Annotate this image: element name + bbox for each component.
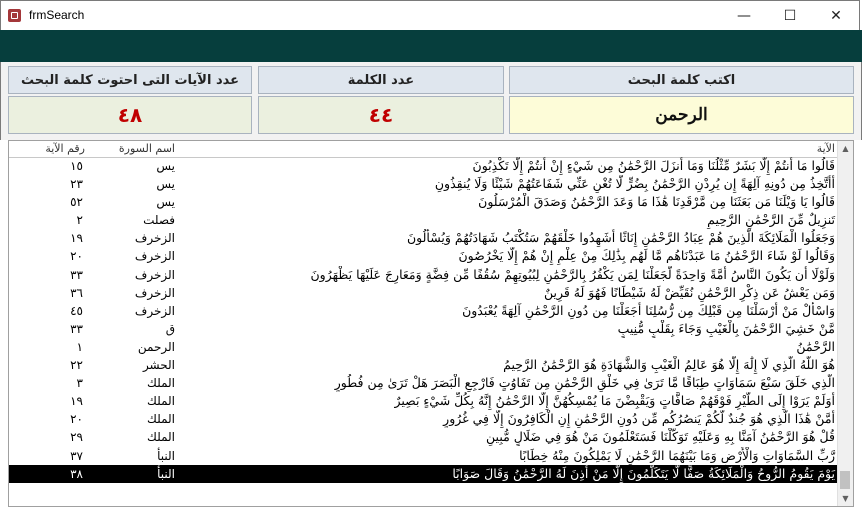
table-row[interactable] bbox=[9, 428, 839, 446]
verse-number-cell[interactable]: ٣٣ bbox=[70, 267, 83, 282]
verse-text-cell[interactable]: قُلْ هُوَ الرَّحْمَٰنُ آمَنَّا بِهِ وَعَلَيْهِ تَوَكَّلْنَا فَسَتَعْلَمُونَ مَنْ هُوَ فِي ضَلَالٍ مُّبِينٍ bbox=[486, 429, 835, 445]
verse-text-cell[interactable]: تَنزِيلٌ مِّنَ الرَّحْمَٰنِ الرَّحِيمِ bbox=[707, 212, 835, 228]
sura-name-cell[interactable]: النبأ bbox=[157, 448, 175, 463]
sura-name-cell[interactable]: فصلت bbox=[143, 213, 175, 228]
verse-number-cell[interactable]: ٣٨ bbox=[70, 466, 83, 481]
sura-name-cell[interactable]: الملك bbox=[146, 376, 175, 391]
title-bar bbox=[0, 0, 860, 30]
verse-number-cell[interactable]: ١ bbox=[76, 339, 83, 354]
verse-number-cell[interactable]: ٢ bbox=[76, 213, 83, 228]
table-row[interactable] bbox=[9, 465, 839, 483]
verse-number-cell[interactable]: ٣٦ bbox=[70, 285, 83, 300]
sura-name-cell[interactable]: الرحمن bbox=[137, 339, 175, 354]
results-grid bbox=[8, 140, 854, 507]
sura-name-cell[interactable]: الملك bbox=[146, 394, 175, 409]
verse-text-cell[interactable]: أَأَتَّخِذُ مِن دُونِهِ آلِهَةً إِن يُرِدْنِ الرَّحْمَٰنُ بِضُرٍّ لَّا تُغْنِ عَنِّي شَفَاعَتُهُمْ شَيْئًا وَلَا يُنقِذُونِ bbox=[434, 176, 835, 192]
verse-number-cell[interactable]: ٢٣ bbox=[70, 177, 83, 192]
search-word-label: اكتب كلمة البحث bbox=[509, 66, 854, 94]
verse-text-cell[interactable]: قَالُوا يَا وَيْلَنَا مَن بَعَثَنَا مِن مَّرْقَدِنَا هَٰذَا مَا وَعَدَ الرَّحْمَٰنُ وَصَدَقَ الْمُرْسَلُونَ bbox=[478, 194, 835, 210]
table-row[interactable] bbox=[9, 193, 839, 211]
sura-name-cell[interactable]: يس bbox=[156, 159, 175, 173]
sura-name-cell[interactable]: الزخرف bbox=[134, 267, 175, 282]
verse-text-cell[interactable]: أَمَّنْ هَٰذَا الَّذِي هُوَ جُندٌ لَّكُمْ يَنصُرُكُم مِّن دُونِ الرَّحْمَٰنِ إِنِ الْكَافِرُونَ إِلَّا فِي غُرُورٍ bbox=[443, 411, 835, 427]
table-row[interactable] bbox=[9, 338, 839, 356]
verse-text-cell[interactable]: يَوْمَ يَقُومُ الرُّوحُ وَالْمَلَائِكَةُ صَفًّا لَّا يَتَكَلَّمُونَ إِلَّا مَنْ أَذِنَ لَهُ الرَّحْمَٰنُ وَقَالَ صَوَابًا bbox=[452, 465, 835, 481]
sura-name-cell[interactable]: الملك bbox=[146, 430, 175, 445]
sura-name-cell[interactable]: يس bbox=[156, 195, 175, 210]
verse-text-cell[interactable]: قَالُوا مَا أَنتُمْ إِلَّا بَشَرٌ مِّثْلُنَا وَمَا أَنزَلَ الرَّحْمَٰنُ مِن شَيْءٍ إِنْ أَنتُمْ إِلَّا تَكْذِبُونَ bbox=[472, 158, 835, 173]
verse-number-cell[interactable]: ١٩ bbox=[70, 231, 83, 246]
scrollbar-thumb[interactable] bbox=[840, 471, 850, 489]
verse-number-cell[interactable]: ١٥ bbox=[70, 159, 83, 173]
verse-count-label: عدد الآيات التى احتوت كلمة البحث bbox=[8, 66, 252, 94]
table-row[interactable] bbox=[9, 320, 839, 338]
verse-count-value: ٤٨ bbox=[8, 96, 252, 134]
table-row[interactable] bbox=[9, 447, 839, 465]
sura-name-cell[interactable]: النبأ bbox=[157, 466, 175, 481]
scroll-up-arrow-icon[interactable]: ▲ bbox=[842, 144, 849, 153]
minimize-button[interactable]: — bbox=[737, 8, 751, 24]
column-header-sura-name[interactable]: اسم السورة bbox=[118, 142, 175, 155]
sura-name-cell[interactable]: يس bbox=[156, 177, 175, 192]
form-header-band bbox=[0, 30, 862, 62]
table-row[interactable] bbox=[9, 175, 839, 193]
scroll-down-arrow-icon[interactable]: ▼ bbox=[842, 494, 849, 503]
table-row[interactable] bbox=[9, 374, 839, 392]
column-header-verse-text[interactable]: الآية bbox=[816, 142, 835, 155]
access-app-icon bbox=[8, 9, 21, 22]
table-row[interactable] bbox=[9, 157, 839, 175]
maximize-button[interactable]: ☐ bbox=[783, 8, 797, 24]
sura-name-cell[interactable]: الزخرف bbox=[134, 303, 175, 318]
verse-number-cell[interactable]: ٤٥ bbox=[70, 303, 83, 318]
sura-name-cell[interactable]: الزخرف bbox=[134, 249, 175, 264]
verse-text-cell[interactable]: الرَّحْمَٰنُ bbox=[796, 338, 835, 354]
table-row[interactable] bbox=[9, 211, 839, 229]
verse-number-cell[interactable]: ٢٩ bbox=[70, 430, 83, 445]
table-row[interactable] bbox=[9, 302, 839, 320]
table-row[interactable] bbox=[9, 247, 839, 265]
verse-number-cell[interactable]: ٢٠ bbox=[70, 249, 83, 264]
verse-text-cell[interactable]: أَوَلَمْ يَرَوْا إِلَى الطَّيْرِ فَوْقَهُمْ صَافَّاتٍ وَيَقْبِضْنَ مَا يُمْسِكُهُنَّ إِلَّا الرَّحْمَٰنُ إِنَّهُ بِكُلِّ شَيْءٍ بَصِيرٌ bbox=[394, 393, 835, 409]
sura-name-cell[interactable]: الحشر bbox=[142, 358, 175, 373]
close-button[interactable]: ✕ bbox=[830, 8, 842, 24]
sura-name-cell[interactable]: الزخرف bbox=[134, 285, 175, 300]
verse-text-cell[interactable]: وَاسْأَلْ مَنْ أَرْسَلْنَا مِن قَبْلِكَ مِن رُّسُلِنَا أَجَعَلْنَا مِن دُونِ الرَّحْمَٰنِ آلِهَةً يُعْبَدُونَ bbox=[462, 302, 835, 318]
table-row[interactable] bbox=[9, 410, 839, 428]
table-row[interactable] bbox=[9, 284, 839, 302]
table-row[interactable] bbox=[9, 356, 839, 374]
table-row[interactable] bbox=[9, 392, 839, 410]
sura-name-cell[interactable]: ق bbox=[165, 321, 175, 336]
word-count-label: عدد الكلمة bbox=[258, 66, 504, 94]
sura-name-cell[interactable]: الملك bbox=[146, 412, 175, 427]
search-input[interactable]: الرحمن bbox=[509, 96, 854, 134]
verse-number-cell[interactable]: ٣٧ bbox=[70, 448, 83, 463]
verse-text-cell[interactable]: وَمَن يَعْشُ عَن ذِكْرِ الرَّحْمَٰنِ نُقَيِّضْ لَهُ شَيْطَانًا فَهُوَ لَهُ قَرِينٌ bbox=[543, 284, 835, 300]
sura-name-cell[interactable]: الزخرف bbox=[134, 231, 175, 246]
verse-text-cell[interactable]: مَّنْ خَشِيَ الرَّحْمَٰنَ بِالْغَيْبِ وَجَاءَ بِقَلْبٍ مُّنِيبٍ bbox=[617, 320, 835, 336]
table-row[interactable] bbox=[9, 229, 839, 247]
window-title: frmSearch bbox=[29, 8, 85, 22]
grid-rows bbox=[9, 157, 839, 483]
grid-header bbox=[9, 141, 839, 158]
verse-text-cell[interactable]: رَّبِّ السَّمَاوَاتِ وَالْأَرْضِ وَمَا بَيْنَهُمَا الرَّحْمَٰنِ لَا يَمْلِكُونَ مِنْهُ خِطَابًا bbox=[519, 447, 835, 463]
verse-number-cell[interactable]: ٢٢ bbox=[70, 358, 83, 373]
verse-number-cell[interactable]: ٣٣ bbox=[70, 321, 83, 336]
verse-text-cell[interactable]: الَّذِي خَلَقَ سَبْعَ سَمَاوَاتٍ طِبَاقًا مَّا تَرَىٰ فِي خَلْقِ الرَّحْمَٰنِ مِن تَفَاوُتٍ فَارْجِعِ الْبَصَرَ هَلْ تَرَىٰ مِن فُطُورٍ bbox=[334, 375, 835, 391]
verse-text-cell[interactable]: وَلَوْلَا أَن يَكُونَ النَّاسُ أُمَّةً وَاحِدَةً لَّجَعَلْنَا لِمَن يَكْفُرُ بِالرَّحْمَٰنِ لِبُيُوتِهِمْ سُقُفًا مِّن فِضَّةٍ وَمَعَارِجَ عَلَيْهَا يَظْهَرُونَ bbox=[310, 266, 835, 282]
vertical-scrollbar[interactable] bbox=[837, 141, 853, 506]
verse-number-cell[interactable]: ١٩ bbox=[70, 394, 83, 409]
verse-number-cell[interactable]: ٣ bbox=[76, 376, 83, 391]
verse-number-cell[interactable]: ٢٠ bbox=[70, 412, 83, 427]
column-header-verse-number[interactable]: رقم الآية bbox=[45, 142, 85, 155]
table-row[interactable] bbox=[9, 266, 839, 284]
verse-text-cell[interactable]: وَقَالُوا لَوْ شَاءَ الرَّحْمَٰنُ مَا عَبَدْنَاهُم مَّا لَهُم بِذَٰلِكَ مِنْ عِلْمٍ إِنْ هُمْ إِلَّا يَخْرُصُونَ bbox=[458, 248, 835, 264]
verse-text-cell[interactable]: وَجَعَلُوا الْمَلَائِكَةَ الَّذِينَ هُمْ عِبَادُ الرَّحْمَٰنِ إِنَاثًا أَشَهِدُوا خَلْقَهُمْ سَتُكْتَبُ شَهَادَتُهُمْ وَيُسْأَلُونَ bbox=[406, 230, 835, 246]
verse-number-cell[interactable]: ٥٢ bbox=[70, 195, 83, 210]
word-count-value: ٤٤ bbox=[258, 96, 504, 134]
verse-text-cell[interactable]: هُوَ اللَّهُ الَّذِي لَا إِلَٰهَ إِلَّا هُوَ عَالِمُ الْغَيْبِ وَالشَّهَادَةِ هُوَ الرَّحْمَٰنُ الرَّحِيمُ bbox=[503, 357, 835, 373]
